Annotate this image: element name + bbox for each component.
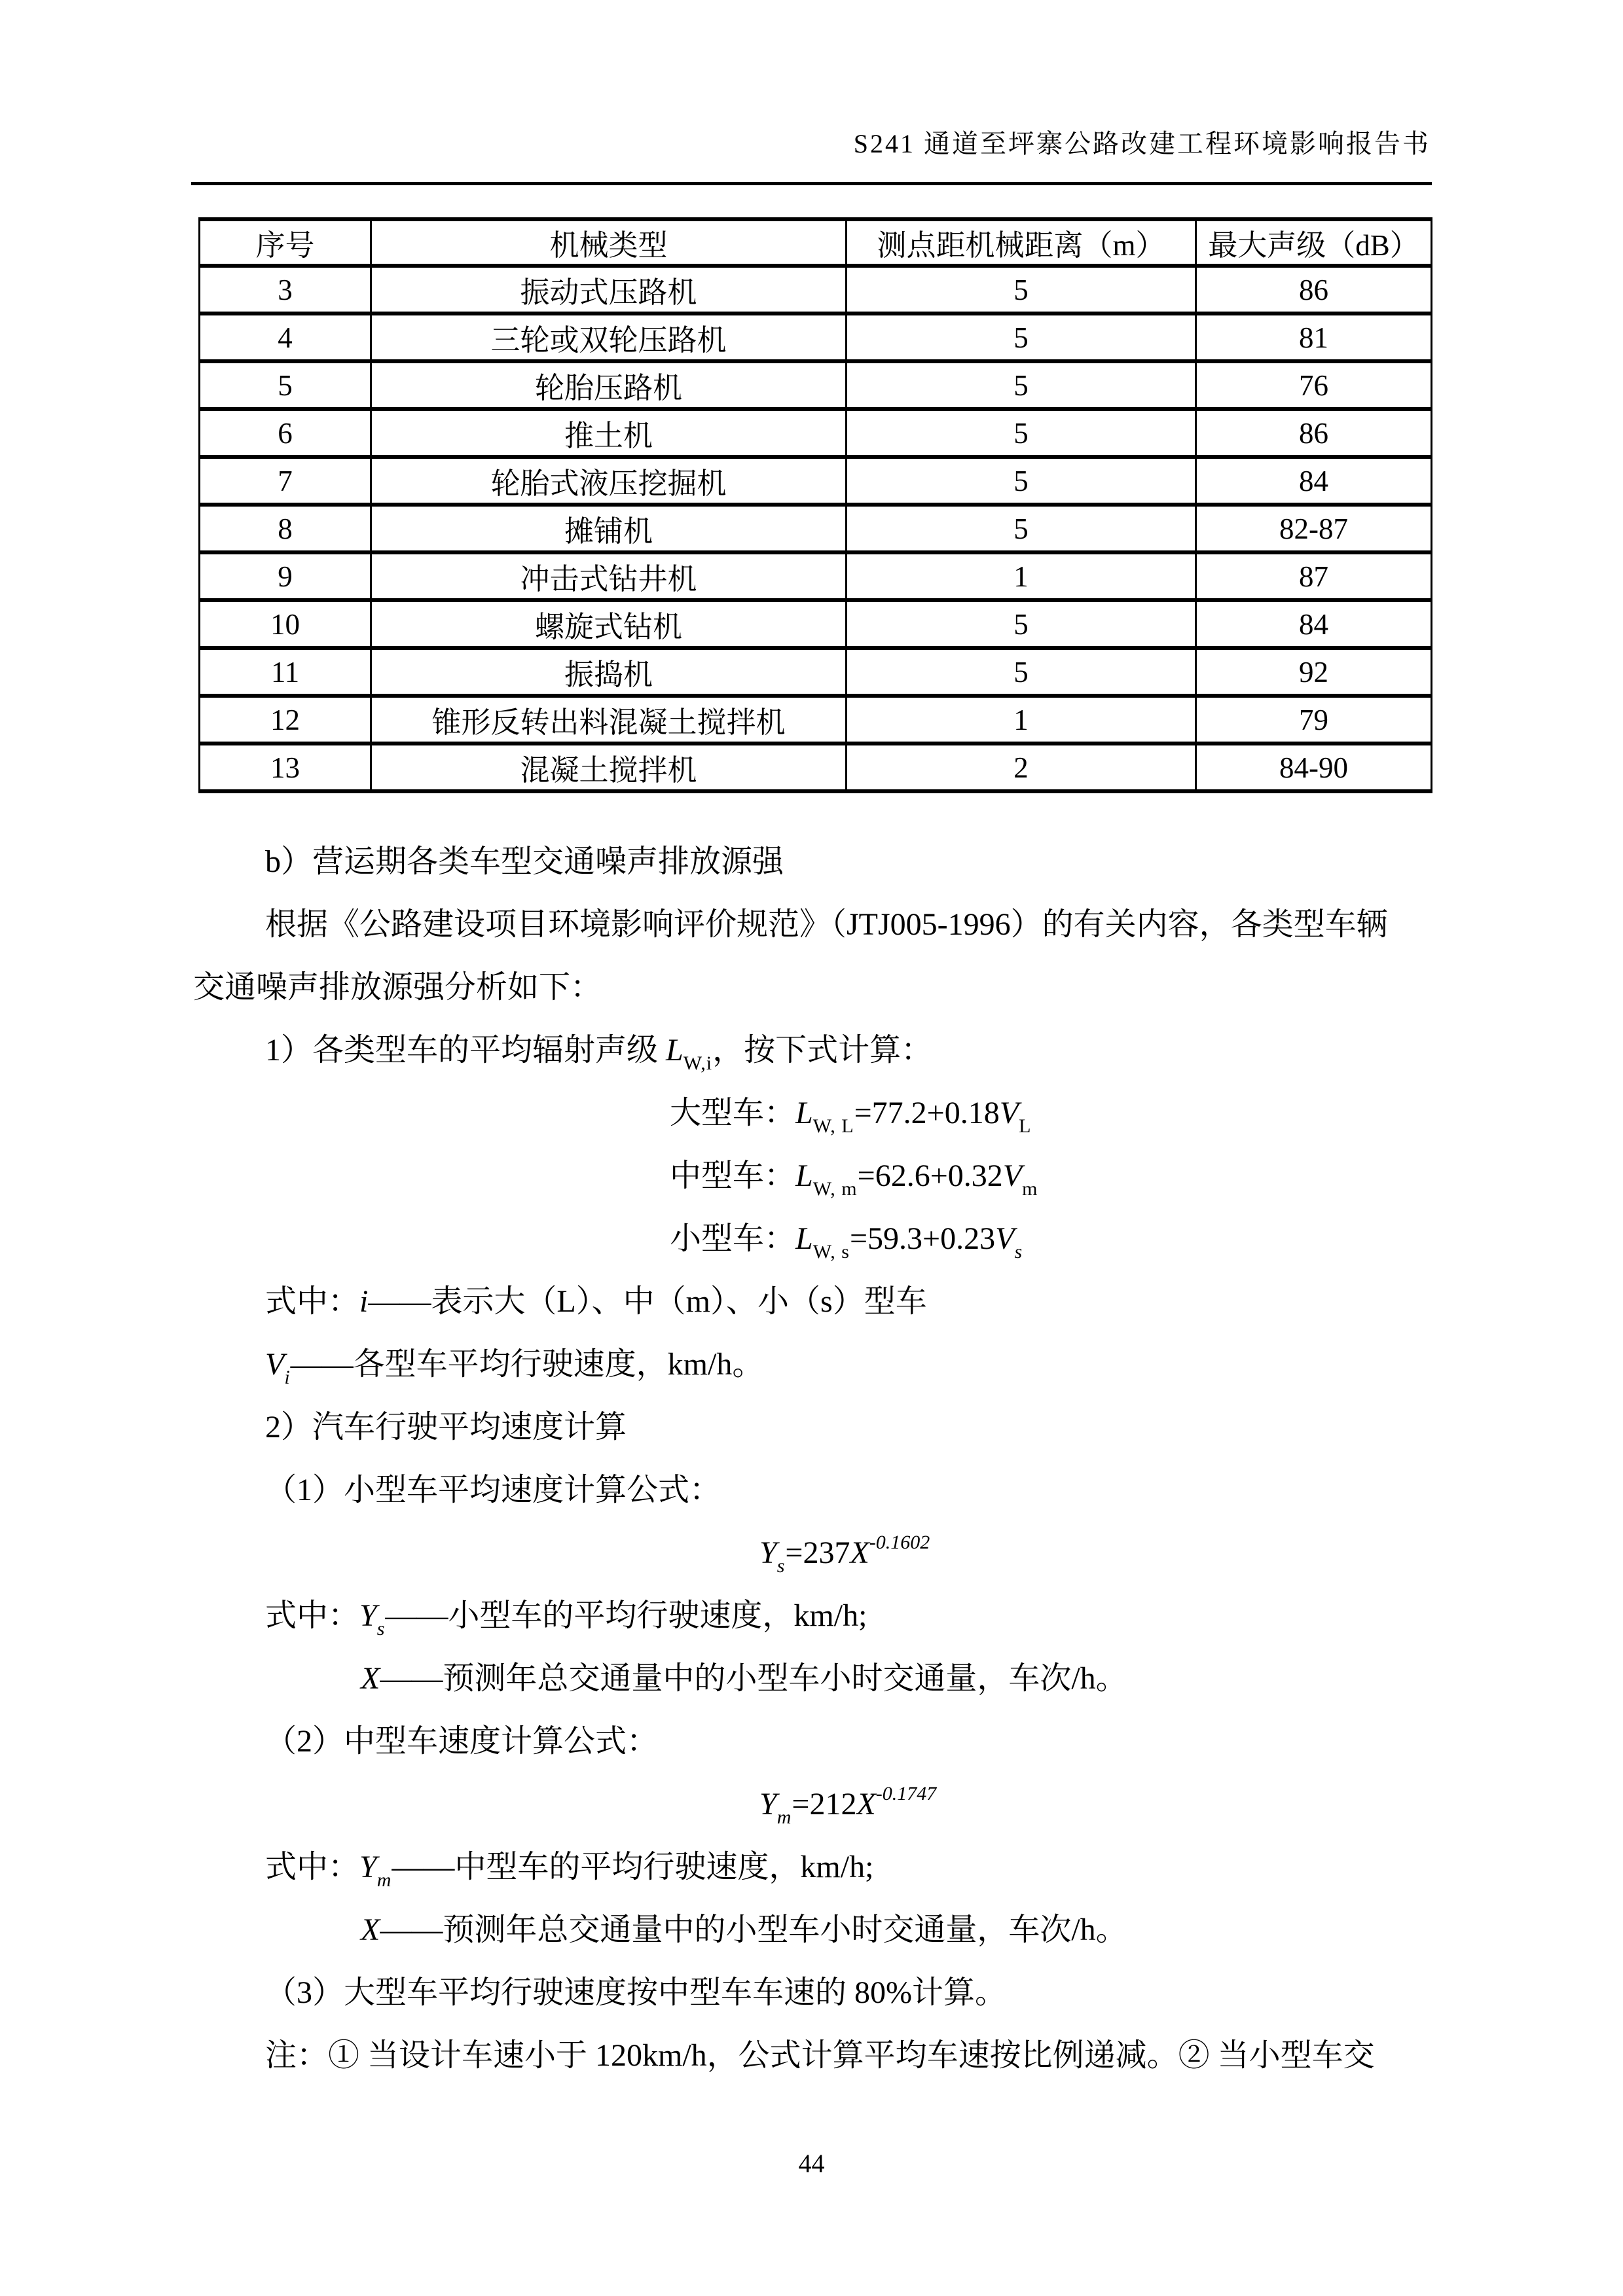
paragraph-where-ys [193,1585,1431,1647]
table-cell: 轮胎压路机 [371,361,847,409]
paragraph-section-2: 2）汽车行驶平均速度计算 [265,1410,627,1444]
body-text [193,831,1431,2087]
table-cell: 86 [1196,409,1432,457]
text-segment: ——小型车的平均行驶速度，km/h; [385,1598,867,1633]
table-cell: 5 [847,457,1196,505]
table-row [200,600,1432,648]
table-cell: 5 [847,600,1196,648]
table-cell: 2 [847,744,1196,791]
column-header-index: 序号 [200,219,371,266]
formula-body: =212 [792,1787,857,1821]
formula-variable: X [850,1535,869,1570]
table-cell: 5 [847,314,1196,361]
table-row [200,744,1432,791]
text-segment: 1）各类型车的平均辐射声级 [265,1033,666,1067]
formula-variable: X [361,1661,380,1696]
formula-variable: Y [359,1598,377,1633]
table-cell: 1 [847,696,1196,744]
table-cell: 79 [1196,696,1432,744]
table-row [200,409,1432,457]
table-cell: 振捣机 [371,648,847,696]
table-cell: 推土机 [371,409,847,457]
formula-label: 小型车： [670,1221,796,1256]
table-cell: 5 [847,409,1196,457]
table-row [200,648,1432,696]
page-number: 44 [798,2149,825,2178]
formula-subscript: m [376,1869,392,1891]
formula-variable: Y [359,1850,377,1884]
table-row [200,266,1432,314]
text-segment: 式中： [265,1598,360,1633]
column-header-machine: 机械类型 [371,219,847,266]
table-cell: 5 [847,266,1196,314]
table-cell: 9 [200,552,371,600]
table-cell: 76 [1196,361,1432,409]
table-cell: 84 [1196,600,1432,648]
formula-subscript: W,i [683,1052,713,1074]
table-cell: 5 [847,648,1196,696]
table-cell: 4 [200,314,371,361]
machinery-noise-table [198,217,1432,793]
formula-variable: L [795,1158,813,1193]
table-cell: 冲击式钻井机 [371,552,847,600]
formula-subscript: m [1022,1178,1038,1200]
table-cell: 13 [200,744,371,791]
table-cell: 螺旋式钻机 [371,600,847,648]
table-cell: 84 [1196,457,1432,505]
paragraph-large-speed: （3）大型车平均行驶速度按中型车车速的 80%计算。 [265,1975,1006,2010]
formula-exponent: -0.1602 [869,1532,930,1553]
table-cell: 7 [200,457,371,505]
formula-small-vehicle [193,1208,1431,1270]
formula-ym [193,1773,1431,1836]
table-cell: 8 [200,505,371,552]
text-segment: ——各型车平均行驶速度，km/h。 [290,1347,764,1382]
paragraph-note: 注：① 当设计车速小于 120km/h，公式计算平均车速按比例递减。② 当小型车交 [265,2038,1375,2073]
formula-variable: V [1002,1158,1023,1193]
paragraph-basis-line2: 交通噪声排放源强分析如下： [193,970,602,1005]
column-header-distance: 测点距机械距离（m） [847,219,1196,266]
formula-variable: V [999,1096,1019,1130]
table-row [200,696,1432,744]
table-row [200,457,1432,505]
text-segment: ——预测年总交通量中的小型车小时交通量，车次/h。 [380,1661,1127,1696]
text-segment: 式中： [265,1850,360,1884]
formula-subscript: m [776,1806,792,1828]
table-cell: 3 [200,266,371,314]
table-header-row [200,219,1432,266]
formula-subscript: s [376,1618,386,1640]
table-cell: 轮胎式液压挖掘机 [371,457,847,505]
table-cell: 锥形反转出料混凝土搅拌机 [371,696,847,744]
formula-subscript: L [1019,1115,1032,1137]
paragraph-basis-line1: 根据《公路建设项目环境影响评价规范》（JTJ005-1996）的有关内容，各类型车辆 [265,907,1388,942]
formula-variable: V [995,1221,1015,1256]
formula-variable: X [856,1787,876,1821]
table-cell: 12 [200,696,371,744]
formula-variable: X [361,1912,380,1947]
table-cell: 84-90 [1196,744,1432,791]
table-row [200,361,1432,409]
column-header-max-level: 最大声级（dB） [1196,219,1432,266]
formula-variable: i [359,1284,369,1319]
table-cell: 混凝土搅拌机 [371,744,847,791]
text-segment: ——中型车的平均行驶速度，km/h; [392,1850,874,1884]
table-cell: 92 [1196,648,1432,696]
table-cell: 87 [1196,552,1432,600]
paragraph-medium-speed-title: （2）中型车速度计算公式： [265,1724,659,1759]
table-cell: 三轮或双轮压路机 [371,314,847,361]
paragraph-radiation-level [193,1019,1431,1082]
text-segment: 式中： [265,1284,360,1319]
table-cell: 1 [847,552,1196,600]
table-row [200,505,1432,552]
table-cell: 5 [847,505,1196,552]
formula-variable: V [265,1347,285,1382]
paragraph-x-definition-1 [193,1647,1431,1710]
formula-subscript: W, m [812,1178,858,1200]
formula-variable: Y [759,1535,777,1570]
table-body [200,266,1432,791]
table-row [200,314,1432,361]
table-cell: 11 [200,648,371,696]
table-cell: 摊铺机 [371,505,847,552]
table-cell: 86 [1196,266,1432,314]
formula-subscript: W, L [812,1115,854,1137]
formula-body: =77.2+0.18 [854,1096,1000,1130]
formula-subscript: i [284,1367,291,1388]
paragraph-section-b: b）营运期各类车型交通噪声排放源强 [265,844,784,879]
formula-body: =237 [785,1535,850,1570]
formula-variable: L [666,1033,684,1067]
paragraph-where-i [193,1270,1431,1333]
table-cell: 6 [200,409,371,457]
formula-body: =59.3+0.23 [849,1221,996,1256]
running-header-title: S241 通道至坪寨公路改建工程环境影响报告书 [853,129,1431,158]
table-cell: 5 [847,361,1196,409]
formula-exponent: -0.1747 [875,1783,937,1804]
formula-variable: Y [759,1787,777,1821]
formula-body: =62.6+0.32 [857,1158,1003,1193]
formula-variable: L [795,1221,813,1256]
paragraph-vi-definition [193,1333,1431,1396]
formula-subscript: s [776,1555,786,1577]
paragraph-small-speed-title: （1）小型车平均速度计算公式： [265,1473,721,1507]
formula-subscript: s [1014,1241,1023,1263]
formula-subscript: W, s [812,1241,850,1263]
formula-large-vehicle [193,1082,1431,1145]
formula-medium-vehicle [193,1145,1431,1208]
table-cell: 5 [200,361,371,409]
table-cell: 81 [1196,314,1432,361]
formula-ys [193,1522,1431,1585]
text-segment: ——预测年总交通量中的小型车小时交通量，车次/h。 [380,1912,1127,1947]
formula-label: 大型车： [670,1096,796,1130]
paragraph-where-ym [193,1836,1431,1899]
table-row [200,552,1432,600]
text-segment: ——表示大（L）、中（m）、小（s）型车 [368,1284,927,1319]
paragraph-x-definition-2 [193,1899,1431,1962]
table-cell: 振动式压路机 [371,266,847,314]
text-segment: ，按下式计算： [712,1033,933,1067]
header-rule [191,182,1432,185]
formula-variable: L [795,1096,813,1130]
table-cell: 82-87 [1196,505,1432,552]
formula-label: 中型车： [670,1158,796,1193]
table-cell: 10 [200,600,371,648]
